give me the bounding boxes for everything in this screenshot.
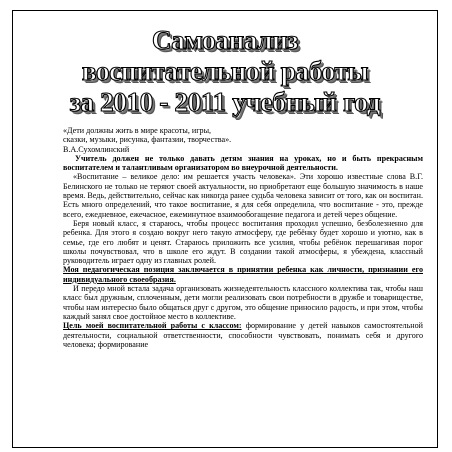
paragraph-education: «Воспитание – великое дело: им решается участь человека». Эти хорошо известные слова В.Г. Белинского не только не теряют своей актуальности, но приобретают еще большую значимость в наше время. Ведь, действительно, сейчас как никогда ранее судьба человека зависит от того, как он воспитан. Есть много определений, что такое воспитание, я для себя определила, что воспитание - это, прежде всего, ежедневное, ежечасное, ежеминутное взаимообогащение педагога и детей через общение. — [63, 172, 423, 219]
title-line-3: за 2010 - 2011 учебный год — [69, 87, 381, 117]
epigraph-line-2: сказки, музыки, рисунка, фантазии, творчества». — [63, 135, 232, 145]
goal-text: формирование у детей навыков самостоятельной деятельности, социальной ответственности, способности чувствовать, понимать себя и другого человека; формирование — [63, 321, 423, 349]
paragraph-goal — [63, 321, 423, 349]
paragraph-task: И передо мной встала задача организовать жизнедеятельность классного коллектива так, чтобы наш класс был дружным, сплоченным, дети могли реализовать свои потребности в дружбе и товариществе, чтобы нам интересно было общаться друг с другом, это общение приносило радость, и при этом, чтобы каждый занял свое достойное место в коллективе. — [63, 284, 423, 321]
document-body — [63, 126, 423, 349]
epigraph-line-1: «Дети должны жить в мире красоты, игры, — [63, 126, 212, 135]
goal-label: Цель моей воспитательной работы с классом: — [63, 321, 242, 331]
epigraph — [63, 126, 423, 154]
title-line-1: Самоанализ — [152, 25, 298, 55]
paragraph-teacher-role: Учитель должен не только давать детям знания на уроках, но и быть прекрасным воспитателем и талантливым организатором во внеурочной деятельности. — [63, 153, 423, 173]
epigraph-author: В.А.Сухомлинский — [63, 144, 130, 154]
paragraph-new-class: Беря новый класс, я стараюсь, чтобы процесс воспитания проходил успешно, безболезненно для ребенка. Для этого я создаю вокруг него такую атмосферу, где ребёнку будет хорошо и уютно, как в семье, где его любят и ценят. Стараюсь приложить все усилия, чтобы ребёнок перешагивая порог школы почувствовал, что в школе его ждут. В создании такой атмосферы, я убеждена, классный руководитель играет одну из главных ролей. — [63, 218, 423, 266]
title-line-2: воспитательной работы — [81, 56, 369, 86]
page-title — [13, 25, 437, 118]
document-page — [12, 10, 438, 448]
paragraph-position: Моя педагогическая позиция заключается в принятии ребенка как личности, признании его индивидуального своеобразия. — [63, 265, 423, 284]
